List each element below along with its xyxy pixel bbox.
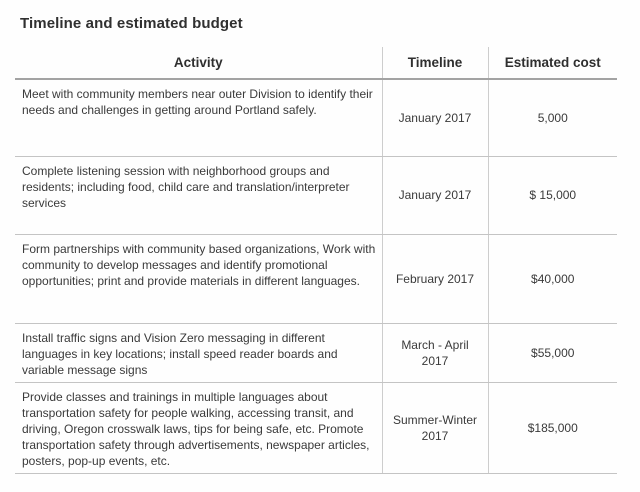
timeline-cell: January 2017	[382, 79, 488, 156]
cost-cell: $40,000	[488, 234, 617, 323]
timeline-cell: February 2017	[382, 234, 488, 323]
table-row	[15, 156, 617, 234]
header-timeline: Timeline	[382, 47, 488, 79]
header-estimated-cost: Estimated cost	[488, 47, 617, 79]
table-row	[15, 234, 617, 323]
timeline-cell: March - April 2017	[382, 323, 488, 382]
table-row	[15, 79, 617, 156]
table-row	[15, 323, 617, 382]
activity-cell: Complete listening session with neighborhood groups and residents; including food, child care and translation/interpreter services	[15, 156, 382, 234]
timeline-cell: Summer-Winter 2017	[382, 382, 488, 473]
activity-cell: Meet with community members near outer Division to identify their needs and challenges in getting around Portland safely.	[15, 79, 382, 156]
activity-cell: Provide classes and trainings in multiple languages about transportation safety for people walking, accessing transit, and driving, Oregon crosswalk laws, tips for being safe, etc. Promote transportation safety through advertisements, newspaper articles, posters, pop-up events, etc.	[15, 382, 382, 473]
header-activity: Activity	[15, 47, 382, 79]
cost-cell: $185,000	[488, 382, 617, 473]
budget-table	[15, 47, 617, 474]
cost-cell: $55,000	[488, 323, 617, 382]
header-row	[15, 47, 617, 79]
activity-cell: Install traffic signs and Vision Zero messaging in different languages in key locations; install speed reader boards and variable message signs	[15, 323, 382, 382]
table-row	[15, 382, 617, 473]
activity-cell: Form partnerships with community based organizations, Work with community to develop messages and identify promotional opportunities; print and provide materials in different languages.	[15, 234, 382, 323]
timeline-cell: January 2017	[382, 156, 488, 234]
page-title: Timeline and estimated budget	[20, 15, 243, 32]
cost-cell: 5,000	[488, 79, 617, 156]
cost-cell: $ 15,000	[488, 156, 617, 234]
